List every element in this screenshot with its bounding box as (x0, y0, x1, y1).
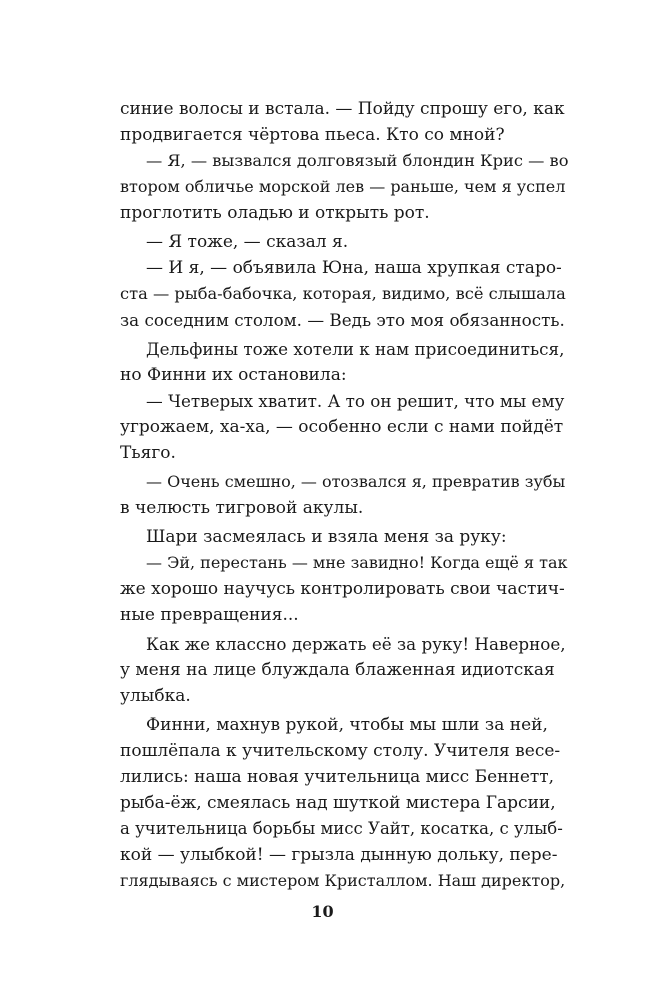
text-line: угрожаем, ха-ха, — особенно если с нами пойдёт (120, 417, 564, 437)
text-line: в челюсть тигровой акулы. (120, 498, 364, 518)
text-line: — Эй, перестань — мне завидно! Когда ещё я так (146, 553, 568, 572)
text-line: втором обличье морской лев — раньше, чем я успел (120, 177, 566, 196)
text-line: же хорошо научусь контролировать свои частич- (120, 579, 565, 599)
text-line: Тьяго. (120, 443, 176, 463)
text-line: — И я, — объявила Юна, наша хрупкая старо- (146, 258, 562, 278)
text-line: Финни, махнув рукой, чтобы мы шли за ней, (146, 715, 548, 735)
text-line: лились: наша новая учительница мисс Беннетт, (120, 767, 555, 787)
text-line: Шари засмеялась и взяла меня за руку: (146, 527, 507, 547)
text-line: Как же классно держать её за руку! Наверное, (146, 634, 566, 654)
text-line: ста — рыба-бабочка, которая, видимо, всё слышала (120, 284, 566, 303)
text-line: глядываясь с мистером Кристаллом. Наш директор, (120, 871, 566, 890)
text-line: — Четверых хватит. А то он решит, что мы ему (146, 391, 565, 411)
text-line: синие волосы и встала. — Пойду спрошу его, как (120, 99, 565, 119)
text-line: — Очень смешно, — отозвался я, превратив зубы (146, 472, 566, 491)
text-line: — Я тоже, — сказал я. (146, 232, 349, 252)
text-line: рыба-ёж, смеялась над шуткой мистера Гарсии, (120, 793, 556, 813)
text-line: улыбка. (120, 686, 191, 706)
text-line: ные превращения... (120, 605, 299, 625)
text-line: за соседним столом. — Ведь это моя обязанность. (120, 310, 565, 330)
text-line: но Финни их остановила: (120, 365, 347, 385)
page-number: 10 (311, 902, 334, 921)
text-line: проглотить оладью и открыть рот. (120, 203, 430, 223)
text-line: Дельфины тоже хотели к нам присоединиться, (146, 339, 565, 359)
text-line: а учительница борьбы мисс Уайт, косатка, с улыб- (120, 819, 563, 838)
text-line: — Я, — вызвался долговязый блондин Крис — во (146, 151, 569, 170)
text-line: пошлёпала к учительскому столу. Учителя весе- (120, 741, 561, 761)
text-line: кой — улыбкой! — грызла дынную дольку, пере- (120, 845, 558, 865)
text-line: продвигается чёртова пьеса. Кто со мной? (120, 125, 505, 145)
text-line: у меня на лице блуждала блаженная идиотская (120, 660, 555, 680)
